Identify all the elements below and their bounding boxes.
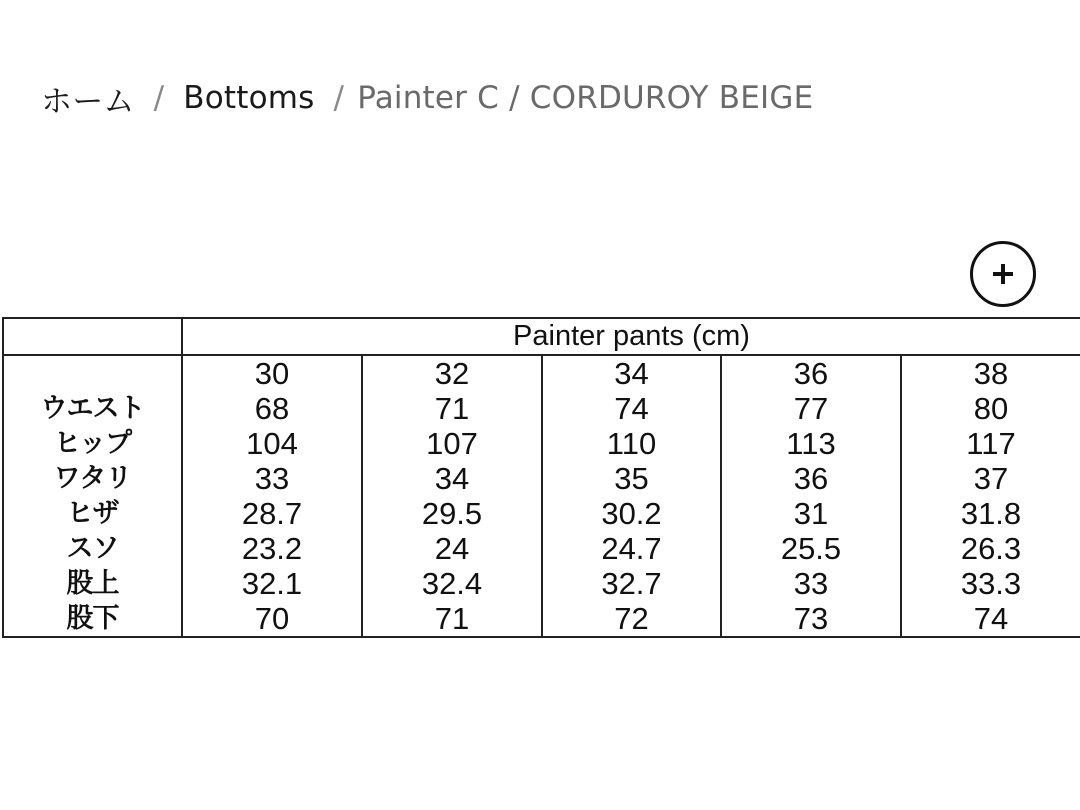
table-cell: 110	[542, 426, 721, 461]
table-cell: 72	[542, 601, 721, 637]
table-cell: 74	[901, 601, 1080, 637]
table-cell: 26.3	[901, 531, 1080, 566]
table-cell: 113	[721, 426, 901, 461]
row-label: スソ	[3, 531, 182, 566]
table-title-row	[3, 318, 1080, 355]
table-cell: 71	[362, 601, 542, 637]
table-title: Painter pants (cm)	[182, 318, 1080, 355]
table-cell: 74	[542, 391, 721, 426]
table-row	[3, 496, 1080, 531]
size-header-label-cell	[3, 355, 182, 391]
table-cell: 24.7	[542, 531, 721, 566]
table-cell: 29.5	[362, 496, 542, 531]
table-cell: 32.4	[362, 566, 542, 601]
table-cell: 31	[721, 496, 901, 531]
table-row	[3, 601, 1080, 637]
size-header-cell: 30	[182, 355, 362, 391]
table-cell: 68	[182, 391, 362, 426]
table-cell: 117	[901, 426, 1080, 461]
table-cell: 71	[362, 391, 542, 426]
breadcrumb-separator: /	[333, 80, 345, 116]
size-header-cell: 32	[362, 355, 542, 391]
row-label: 股上	[3, 566, 182, 601]
table-cell: 23.2	[182, 531, 362, 566]
size-table	[2, 317, 1080, 638]
breadcrumb-home-link[interactable]: ホーム	[41, 83, 135, 120]
table-cell: 36	[721, 461, 901, 496]
row-label: ウエスト	[3, 391, 182, 426]
table-cell: 77	[721, 391, 901, 426]
table-cell: 73	[721, 601, 901, 637]
table-cell: 70	[182, 601, 362, 637]
table-cell: 104	[182, 426, 362, 461]
plus-icon	[990, 261, 1016, 287]
table-row	[3, 426, 1080, 461]
table-cell: 30.2	[542, 496, 721, 531]
table-cell: 33.3	[901, 566, 1080, 601]
table-cell: 24	[362, 531, 542, 566]
table-cell: 31.8	[901, 496, 1080, 531]
row-label: ヒップ	[3, 426, 182, 461]
table-corner-cell	[3, 318, 182, 355]
size-header-cell: 38	[901, 355, 1080, 391]
size-header-cell: 36	[721, 355, 901, 391]
table-row	[3, 566, 1080, 601]
table-cell: 33	[182, 461, 362, 496]
table-cell: 35	[542, 461, 721, 496]
zoom-button[interactable]	[970, 241, 1036, 307]
row-label: ヒザ	[3, 496, 182, 531]
size-chart-image	[2, 317, 1080, 638]
table-row	[3, 461, 1080, 496]
breadcrumb	[41, 76, 813, 120]
table-cell: 107	[362, 426, 542, 461]
size-header-cell: 34	[542, 355, 721, 391]
table-row	[3, 531, 1080, 566]
breadcrumb-separator: /	[153, 80, 165, 116]
table-cell: 32.7	[542, 566, 721, 601]
table-cell: 34	[362, 461, 542, 496]
breadcrumb-current-page: Painter C / CORDUROY BEIGE	[357, 80, 814, 116]
table-cell: 80	[901, 391, 1080, 426]
table-row	[3, 391, 1080, 426]
table-cell: 25.5	[721, 531, 901, 566]
row-label: ワタリ	[3, 461, 182, 496]
table-cell: 37	[901, 461, 1080, 496]
table-cell: 28.7	[182, 496, 362, 531]
size-header-row	[3, 355, 1080, 391]
table-cell: 33	[721, 566, 901, 601]
table-cell: 32.1	[182, 566, 362, 601]
row-label: 股下	[3, 601, 182, 637]
breadcrumb-category-link[interactable]: Bottoms	[183, 80, 315, 116]
